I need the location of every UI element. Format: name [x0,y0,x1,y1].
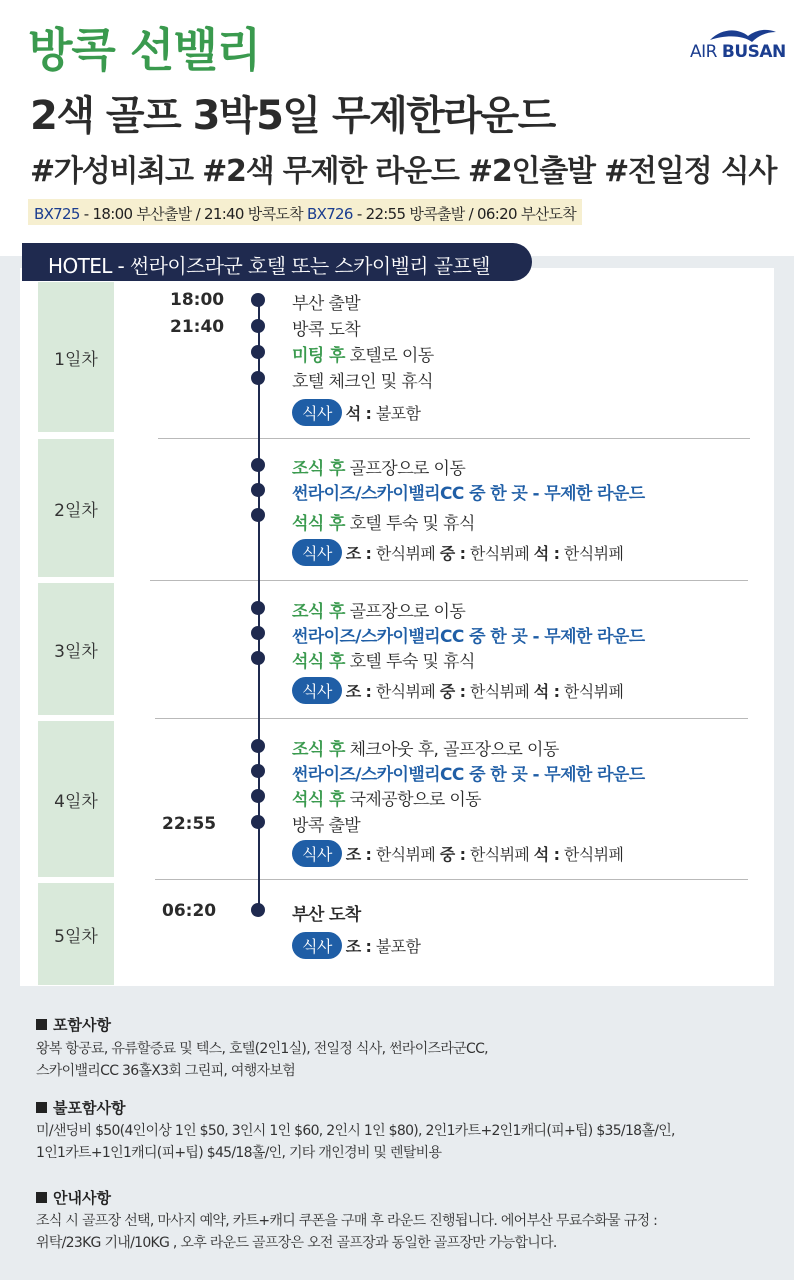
timeline-dot [251,458,265,472]
item-highlight: 석식 후 [292,652,345,672]
itinerary-item [292,341,434,366]
itinerary-item: 부산 출발 [292,294,361,314]
meal-badge: 식사 [292,932,342,959]
day-divider [155,718,748,719]
itinerary-item: 방콕 출발 [292,816,361,836]
time-departure: 22:55 [162,814,217,834]
meal-key: 조 : [345,845,372,864]
day-cell-1: 1일차 [38,282,114,432]
meal-badge: 식사 [292,677,342,704]
notice-line: 조식 시 골프장 선택, 마사지 예약, 카트+캐디 쿠폰을 구매 후 라운드 진행됩니다. 에어부산 무료수화물 규정 : [36,1213,658,1229]
meal-key: 석 : [533,544,560,563]
excluded-title [36,1097,125,1118]
timeline-dot [251,626,265,640]
day-divider [150,580,748,581]
time-arrival: 21:40 [170,317,225,337]
itinerary-item [292,735,559,760]
timeline-dot [251,739,265,753]
item-text: 국제공항으로 이동 [344,790,481,810]
timeline-dot [251,319,265,333]
return-flight-number: BX726 [307,205,353,223]
meal-key: 석 : [533,682,560,701]
itinerary-item [292,647,475,672]
excluded-line: 미/샌딩비 $50(4인이상 1인 $50, 3인시 1인 $60, 2인시 1인 $80), 2인1카트+2인1캐디(피+팁) $35/18홀/인, [36,1123,675,1139]
air-busan-logo [690,26,786,66]
item-text: 골프장으로 이동 [344,602,466,622]
square-bullet-icon [36,1019,47,1030]
itinerary-item: 썬라이즈/스카이밸리CC 중 한 곳 - 무제한 라운드 [292,765,645,785]
included-line: 왕복 항공료, 유류할증료 및 텍스, 호텔(2인1실), 전일정 식사, 썬라이즈라군CC, [36,1041,488,1057]
excluded-line: 1인1카트+1인1캐디(피+팁) $45/18홀/인, 기타 개인경비 및 렌탈비용 [36,1145,442,1161]
return-flight-detail: - 22:55 방콕출발 / 06:20 부산도착 [356,205,577,223]
time-departure: 18:00 [170,290,225,310]
item-text: 체크아웃 후, 골프장으로 이동 [344,740,559,760]
day-cell-5: 5일차 [38,883,114,985]
timeline-dot [251,789,265,803]
meal-value: 한식뷔페 [465,682,534,701]
notice-line: 위탁/23KG 기내/10KG , 오후 라운드 골프장은 오전 골프장과 동일한 골프장만 가능합니다. [36,1235,557,1251]
meal-value: 한식뷔페 [559,544,624,563]
item-text: 호텔 투숙 및 휴식 [344,514,475,534]
meal-key: 조 : [345,544,372,563]
itinerary-item: 썬라이즈/스카이밸리CC 중 한 곳 - 무제한 라운드 [292,627,645,647]
time-arrival: 06:20 [162,901,217,921]
excluded-body [36,1120,776,1164]
meal-value: 불포함 [371,404,421,423]
day-divider [155,879,748,880]
meal-value: 한식뷔페 [371,544,440,563]
timeline-dot [251,293,265,307]
square-bullet-icon [36,1192,47,1203]
page-subtitle: 2색 골프 3박5일 무제한라운드 [30,93,555,139]
notice-title-text: 안내사항 [53,1189,111,1207]
meal-value: 한식뷔페 [465,845,534,864]
outbound-flight-number: BX725 [34,205,80,223]
item-highlight: 미팅 후 [292,346,345,366]
itinerary-item: 부산 도착 [292,905,361,925]
day-cell-3: 3일차 [38,583,114,715]
item-highlight: 석식 후 [292,514,345,534]
item-highlight: 조식 후 [292,459,345,479]
meal-key: 중 : [439,682,466,701]
item-text: 골프장으로 이동 [344,459,466,479]
included-title-text: 포함사항 [53,1016,111,1034]
timeline-dot [251,371,265,385]
meal-key: 조 : [345,937,372,956]
included-line: 스카이밸리CC 36홀X3회 그린피, 여행자보험 [36,1063,296,1079]
meal-row [292,932,420,959]
meal-row [292,840,623,867]
timeline-dot [251,483,265,497]
logo-text [690,42,786,62]
day-cell-2: 2일차 [38,439,114,577]
included-title [36,1014,111,1035]
meal-badge: 식사 [292,399,342,426]
meal-row [292,539,623,566]
logo-air: AIR [690,42,717,62]
timeline-dot [251,601,265,615]
meal-key: 석 : [533,845,560,864]
timeline-dot [251,345,265,359]
itinerary-item [292,597,465,622]
timeline-dot [251,903,265,917]
logo-busan: BUSAN [721,42,786,62]
timeline-dot [251,651,265,665]
item-text: 호텔로 이동 [344,346,434,366]
meal-value: 불포함 [371,937,421,956]
itinerary-item [292,785,481,810]
itinerary-item [292,454,465,479]
flight-info [28,199,582,225]
included-body [36,1038,776,1082]
itinerary-item: 방콕 도착 [292,320,361,340]
meal-key: 중 : [439,544,466,563]
meal-row [292,677,623,704]
timeline-dot [251,764,265,778]
item-text: 호텔 투숙 및 휴식 [344,652,475,672]
timeline-dot [251,815,265,829]
day-cell-4: 4일차 [38,721,114,877]
itinerary-item: 썬라이즈/스카이밸리CC 중 한 곳 - 무제한 라운드 [292,484,645,504]
meal-row [292,399,420,426]
meal-value: 한식뷔페 [559,682,624,701]
excluded-title-text: 불포함사항 [53,1099,126,1117]
day-divider [158,438,750,439]
outbound-flight-detail: - 18:00 부산출발 / 21:40 방콕도착 [83,205,303,223]
itinerary-item: 호텔 체크인 및 휴식 [292,372,433,392]
meal-value: 한식뷔페 [371,845,440,864]
timeline-dot [251,508,265,522]
meal-badge: 식사 [292,539,342,566]
hashtags: #가성비최고 #2색 무제한 라운드 #2인출발 #전일정 식사 [30,154,777,189]
meal-value: 한식뷔페 [559,845,624,864]
meal-key: 중 : [439,845,466,864]
meal-key: 조 : [345,682,372,701]
item-highlight: 조식 후 [292,602,345,622]
notice-title [36,1187,111,1208]
meal-value: 한식뷔페 [465,544,534,563]
hotel-banner: HOTEL - 썬라이즈라군 호텔 또는 스카이벨리 골프텔 [22,243,532,281]
notice-body [36,1210,776,1254]
meal-value: 한식뷔페 [371,682,440,701]
square-bullet-icon [36,1102,47,1113]
itinerary-item [292,509,475,534]
item-highlight: 조식 후 [292,740,345,760]
item-highlight: 석식 후 [292,790,345,810]
page-title: 방콕 선밸리 [28,23,261,77]
meal-key: 석 : [345,404,372,423]
meal-badge: 식사 [292,840,342,867]
